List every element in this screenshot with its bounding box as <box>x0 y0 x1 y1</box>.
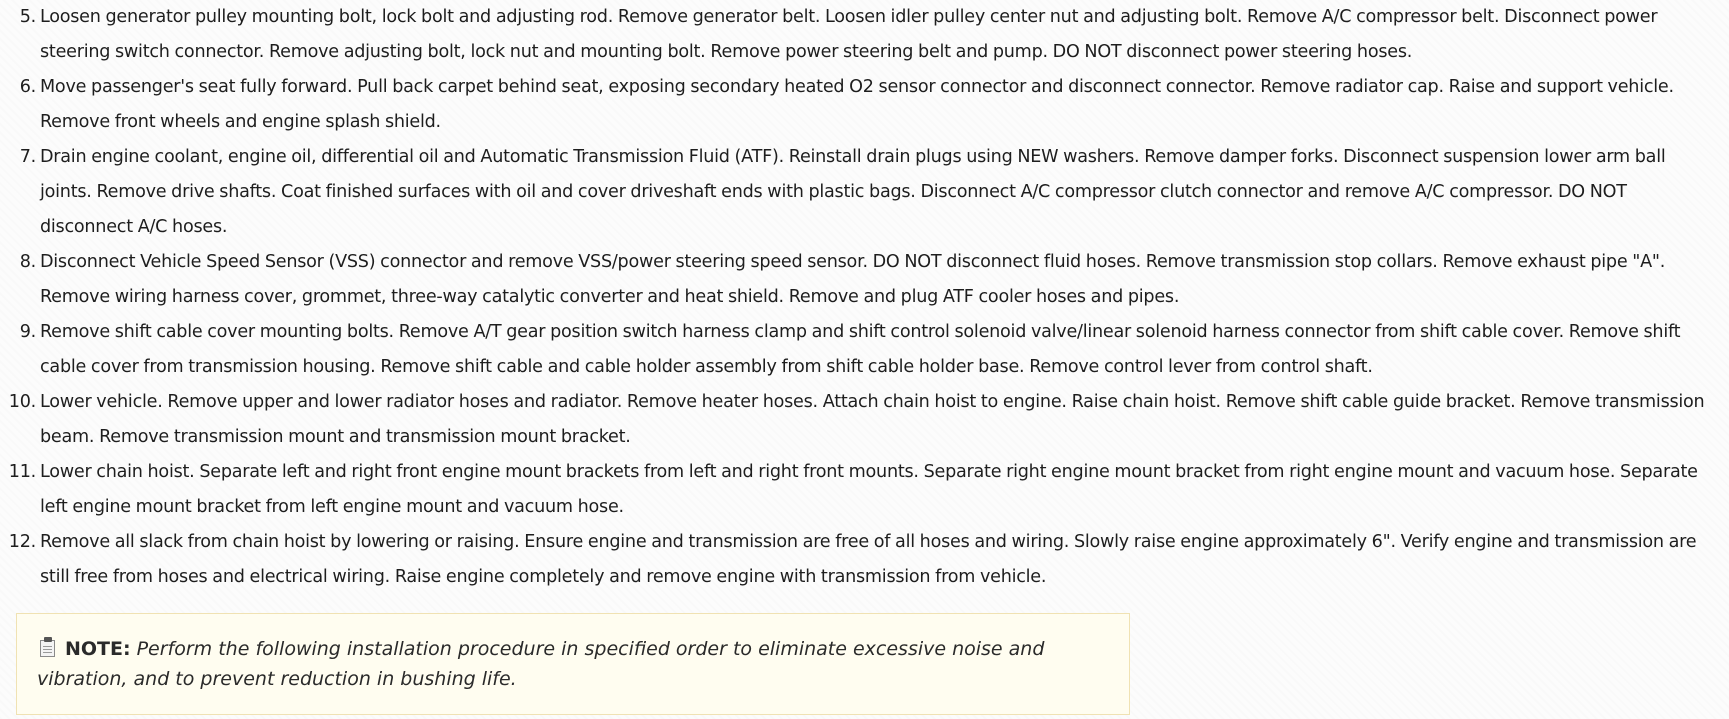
clipboard-icon <box>39 637 57 657</box>
step-item <box>8 525 1719 595</box>
step-text: Lower chain hoist. Separate left and right front engine mount brackets from left and right front mounts. Separate right engine mount bracket from right engine mount and vacuum hose. Separate left engine mount bracket from left engine mount and vacuum hose. <box>40 462 1698 517</box>
step-text: Move passenger's seat fully forward. Pull back carpet behind seat, exposing secondary heated O2 sensor connector and disconnect connector. Remove radiator cap. Raise and support vehicle. Remove front wheels and engine splash shield. <box>40 77 1674 132</box>
step-item <box>16 0 1719 70</box>
step-number: 12. <box>8 532 36 552</box>
step-number: 6. <box>19 77 36 97</box>
step-text: Lower vehicle. Remove upper and lower radiator hoses and radiator. Remove heater hoses. Attach chain hoist to engine. Raise chain hoist. Remove shift cable guide bracket. Remove transmission beam. Remove transmission mount and transmission mount bracket. <box>40 392 1705 447</box>
step-text: Drain engine coolant, engine oil, differential oil and Automatic Transmission Fluid (ATF). Reinstall drain plugs using NEW washers. Remove damper forks. Disconnect suspension lower arm ball joints. Remove drive shafts. Coat finished surfaces with oil and cover driveshaft ends with plastic bags. Disconnect A/C compressor clutch connector and remove A/C compressor. DO NOT disconnect A/C hoses. <box>40 147 1666 237</box>
note-box <box>16 613 1130 715</box>
step-item <box>16 70 1719 140</box>
step-text: Loosen generator pulley mounting bolt, lock bolt and adjusting rod. Remove generator belt. Loosen idler pulley center nut and adjusting bolt. Remove A/C compressor belt. Disconnect power steering switch connector. Remove adjusting bolt, lock nut and mounting bolt. Remove power steering belt and pump. DO NOT disconnect power steering hoses. <box>40 7 1658 62</box>
step-number: 5. <box>19 7 36 27</box>
step-item <box>8 455 1719 525</box>
note-text: Perform the following installation procedure in specified order to eliminate excessive noise and vibration, and to prevent reduction in bushing life. <box>37 638 1045 690</box>
step-number: 8. <box>19 252 36 272</box>
step-text: Disconnect Vehicle Speed Sensor (VSS) connector and remove VSS/power steering speed sensor. DO NOT disconnect fluid hoses. Remove transmission stop collars. Remove exhaust pipe "A". Remove wiring harness cover, grommet, three-way catalytic converter and heat shield. Remove and plug ATF cooler hoses and pipes. <box>40 252 1666 307</box>
removal-steps-list <box>8 0 1719 595</box>
step-text: Remove all slack from chain hoist by lowering or raising. Ensure engine and transmission are free of all hoses and wiring. Slowly raise engine approximately 6". Verify engine and transmission are still free from hoses and electrical wiring. Raise engine completely and remove engine with transmission from vehicle. <box>40 532 1697 587</box>
step-number: 11. <box>8 462 36 482</box>
step-item <box>16 315 1719 385</box>
step-item <box>16 245 1719 315</box>
step-item <box>16 140 1719 245</box>
note-label: NOTE: <box>65 638 131 660</box>
step-text: Remove shift cable cover mounting bolts. Remove A/T gear position switch harness clamp and shift control solenoid valve/linear solenoid harness connector from shift cable cover. Remove shift cable cover from transmission housing. Remove shift cable and cable holder assembly from shift cable holder base. Remove control lever from control shaft. <box>40 322 1681 377</box>
step-number: 7. <box>19 147 36 167</box>
step-number: 10. <box>8 392 36 412</box>
step-number: 9. <box>19 322 36 342</box>
step-item <box>8 385 1719 455</box>
